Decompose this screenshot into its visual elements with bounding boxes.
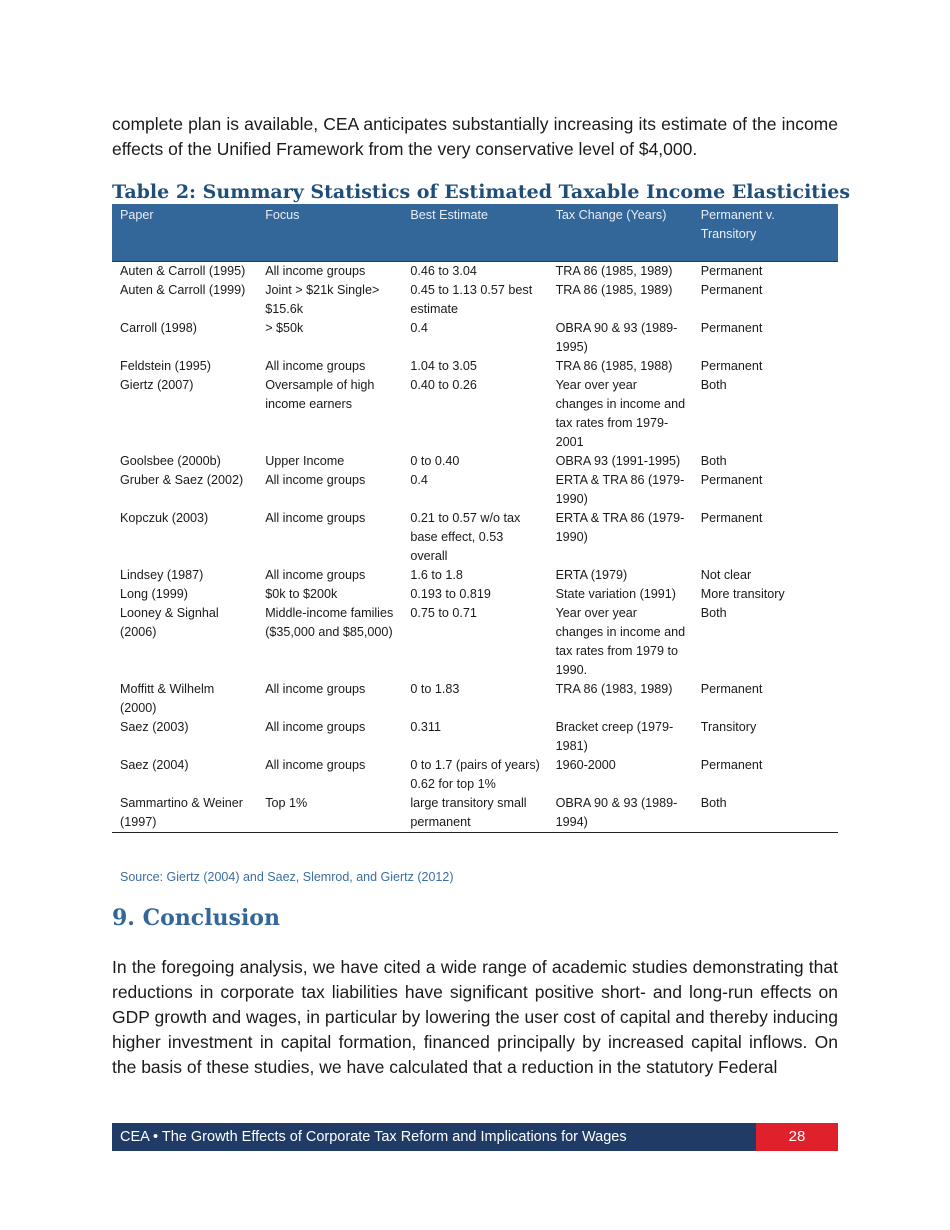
cell-permanent-transitory: Transitory (700, 720, 757, 734)
table-body (112, 262, 838, 833)
cell-focus: All income groups (265, 682, 366, 696)
table-row (112, 452, 838, 471)
cell-tax-change: TRA 86 (1985, 1988) (555, 359, 673, 373)
cell-focus: All income groups (265, 359, 366, 373)
cell-focus: All income groups (265, 264, 366, 278)
cell-permanent-transitory: Permanent (700, 264, 763, 278)
cell-paper: Goolsbee (2000b) (120, 454, 221, 468)
cell-best-estimate: 0.45 to 1.13 0.57 best estimate (410, 283, 533, 316)
header-best-estimate: Best Estimate (402, 204, 547, 262)
cell-tax-change: OBRA 93 (1991-1995) (555, 454, 681, 468)
cell-paper: Giertz (2007) (120, 378, 194, 392)
table-row (112, 680, 838, 718)
cell-best-estimate: 1.6 to 1.8 (410, 568, 463, 582)
footer-title: CEA • The Growth Effects of Corporate Tax Reform and Implications for Wages (112, 1123, 756, 1151)
cell-paper: Looney & Signhal (2006) (120, 606, 219, 639)
cell-paper: Sammartino & Weiner (1997) (112, 794, 257, 833)
cell-tax-change: State variation (1991) (555, 587, 676, 601)
cell-paper: Moffitt & Wilhelm (2000) (120, 682, 215, 715)
table-title: Table 2: Summary Statistics of Estimated Taxable Income Elasticities (112, 181, 851, 203)
header-tax-change: Tax Change (Years) (548, 204, 693, 262)
conclusion-paragraph: In the foregoing analysis, we have cited a wide range of academic studies demonstrating that reductions in corporate tax liabilities have significant positive short- and long-run effects on GDP growth and wages, in particular by lowering the user cost of capital and thereby inducing higher investment in capital formation, financed principally by increased capital inflows. On the basis of these studies, we have calculated that a reduction in the statutory Federal (112, 957, 838, 1077)
cell-paper: Feldstein (1995) (120, 359, 212, 373)
cell-permanent-transitory: Permanent (700, 758, 763, 772)
cell-permanent-transitory: Both (700, 454, 727, 468)
cell-paper: Lindsey (1987) (120, 568, 204, 582)
cell-focus: Top 1% (257, 794, 402, 833)
section-heading: 9. Conclusion (112, 905, 280, 931)
intro-paragraph: complete plan is available, CEA anticipates substantially increasing its estimate of the income effects of the Unified Framework from the very conservative level of $4,000. (112, 114, 838, 159)
cell-paper: Carroll (1998) (120, 321, 197, 335)
table-row (112, 357, 838, 376)
cell-focus: Upper Income (265, 454, 345, 468)
cell-focus: $0k to $200k (265, 587, 338, 601)
table-row (112, 262, 838, 282)
cell-best-estimate: 0 to 1.7 (pairs of years) 0.62 for top 1% (410, 758, 540, 791)
cell-best-estimate: 0 to 0.40 (410, 454, 460, 468)
cell-tax-change: Bracket creep (1979-1981) (555, 720, 674, 753)
elasticities-table (112, 204, 838, 833)
table-row (112, 585, 838, 604)
cell-tax-change: TRA 86 (1985, 1989) (555, 264, 673, 278)
cell-paper: Kopczuk (2003) (120, 511, 209, 525)
header-permanent-transitory: Permanent v. Transitory (693, 204, 838, 262)
cell-tax-change: TRA 86 (1985, 1989) (555, 283, 673, 297)
table-row (112, 509, 838, 566)
table-row (112, 718, 838, 756)
cell-best-estimate: 0.21 to 0.57 w/o tax base effect, 0.53 overall (410, 511, 521, 563)
table-row (112, 319, 838, 357)
cell-permanent-transitory: Permanent (700, 682, 763, 696)
cell-permanent-transitory: Permanent (700, 473, 763, 487)
cell-best-estimate: 0.4 (410, 473, 428, 487)
table-row (112, 471, 838, 509)
cell-focus: > $50k (265, 321, 304, 335)
cell-tax-change: ERTA & TRA 86 (1979-1990) (555, 473, 685, 506)
cell-paper: Long (1999) (120, 587, 188, 601)
cell-best-estimate: 0.46 to 3.04 (410, 264, 477, 278)
header-focus: Focus (257, 204, 402, 262)
cell-permanent-transitory: Permanent (700, 359, 763, 373)
cell-best-estimate: 1.04 to 3.05 (410, 359, 477, 373)
cell-tax-change: Year over year changes in income and tax rates from 1979 to 1990. (555, 606, 686, 677)
cell-best-estimate: 0.311 (410, 720, 441, 734)
cell-tax-change: OBRA 90 & 93 (1989-1994) (548, 794, 693, 833)
cell-paper: Saez (2004) (120, 758, 189, 772)
cell-best-estimate: 0 to 1.83 (410, 682, 460, 696)
cell-tax-change: Year over year changes in income and tax rates from 1979-2001 (555, 378, 686, 449)
cell-permanent-transitory: Both (693, 794, 838, 833)
cell-tax-change: OBRA 90 & 93 (1989-1995) (555, 321, 678, 354)
table-row (112, 756, 838, 794)
page-number: 28 (756, 1123, 838, 1151)
cell-paper: Saez (2003) (120, 720, 189, 734)
table-row (112, 566, 838, 585)
cell-permanent-transitory: Permanent (700, 511, 763, 525)
cell-best-estimate: 0.193 to 0.819 (410, 587, 491, 601)
cell-tax-change: TRA 86 (1983, 1989) (555, 682, 673, 696)
cell-focus: Oversample of high income earners (265, 378, 375, 411)
cell-permanent-transitory: More transitory (700, 587, 785, 601)
cell-best-estimate: large transitory small permanent (402, 794, 547, 833)
cell-permanent-transitory: Permanent (700, 321, 763, 335)
cell-paper: Gruber & Saez (2002) (120, 473, 244, 487)
cell-tax-change: 1960-2000 (555, 758, 616, 772)
cell-tax-change: ERTA & TRA 86 (1979-1990) (555, 511, 685, 544)
cell-paper: Auten & Carroll (1995) (120, 264, 246, 278)
table-row (112, 604, 838, 680)
cell-permanent-transitory: Both (700, 378, 727, 392)
table-header-row (112, 204, 838, 262)
cell-focus: Middle-income families ($35,000 and $85,000) (265, 606, 394, 639)
cell-focus: All income groups (265, 568, 366, 582)
cell-focus: All income groups (265, 511, 366, 525)
table-row (112, 281, 838, 319)
cell-permanent-transitory: Permanent (700, 283, 763, 297)
cell-best-estimate: 0.40 to 0.26 (410, 378, 477, 392)
cell-best-estimate: 0.75 to 0.71 (410, 606, 477, 620)
cell-focus: Joint > $21k Single> $15.6k (265, 283, 380, 316)
cell-focus: All income groups (265, 720, 366, 734)
table-row (112, 794, 838, 833)
cell-paper: Auten & Carroll (1999) (120, 283, 246, 297)
header-paper: Paper (112, 204, 257, 262)
page-footer (112, 1123, 838, 1151)
table-row (112, 376, 838, 452)
cell-permanent-transitory: Not clear (700, 568, 752, 582)
cell-tax-change: ERTA (1979) (555, 568, 628, 582)
cell-permanent-transitory: Both (700, 606, 727, 620)
cell-focus: All income groups (265, 758, 366, 772)
cell-best-estimate: 0.4 (410, 321, 428, 335)
table-source: Source: Giertz (2004) and Saez, Slemrod, and Giertz (2012) (120, 870, 454, 884)
cell-focus: All income groups (265, 473, 366, 487)
